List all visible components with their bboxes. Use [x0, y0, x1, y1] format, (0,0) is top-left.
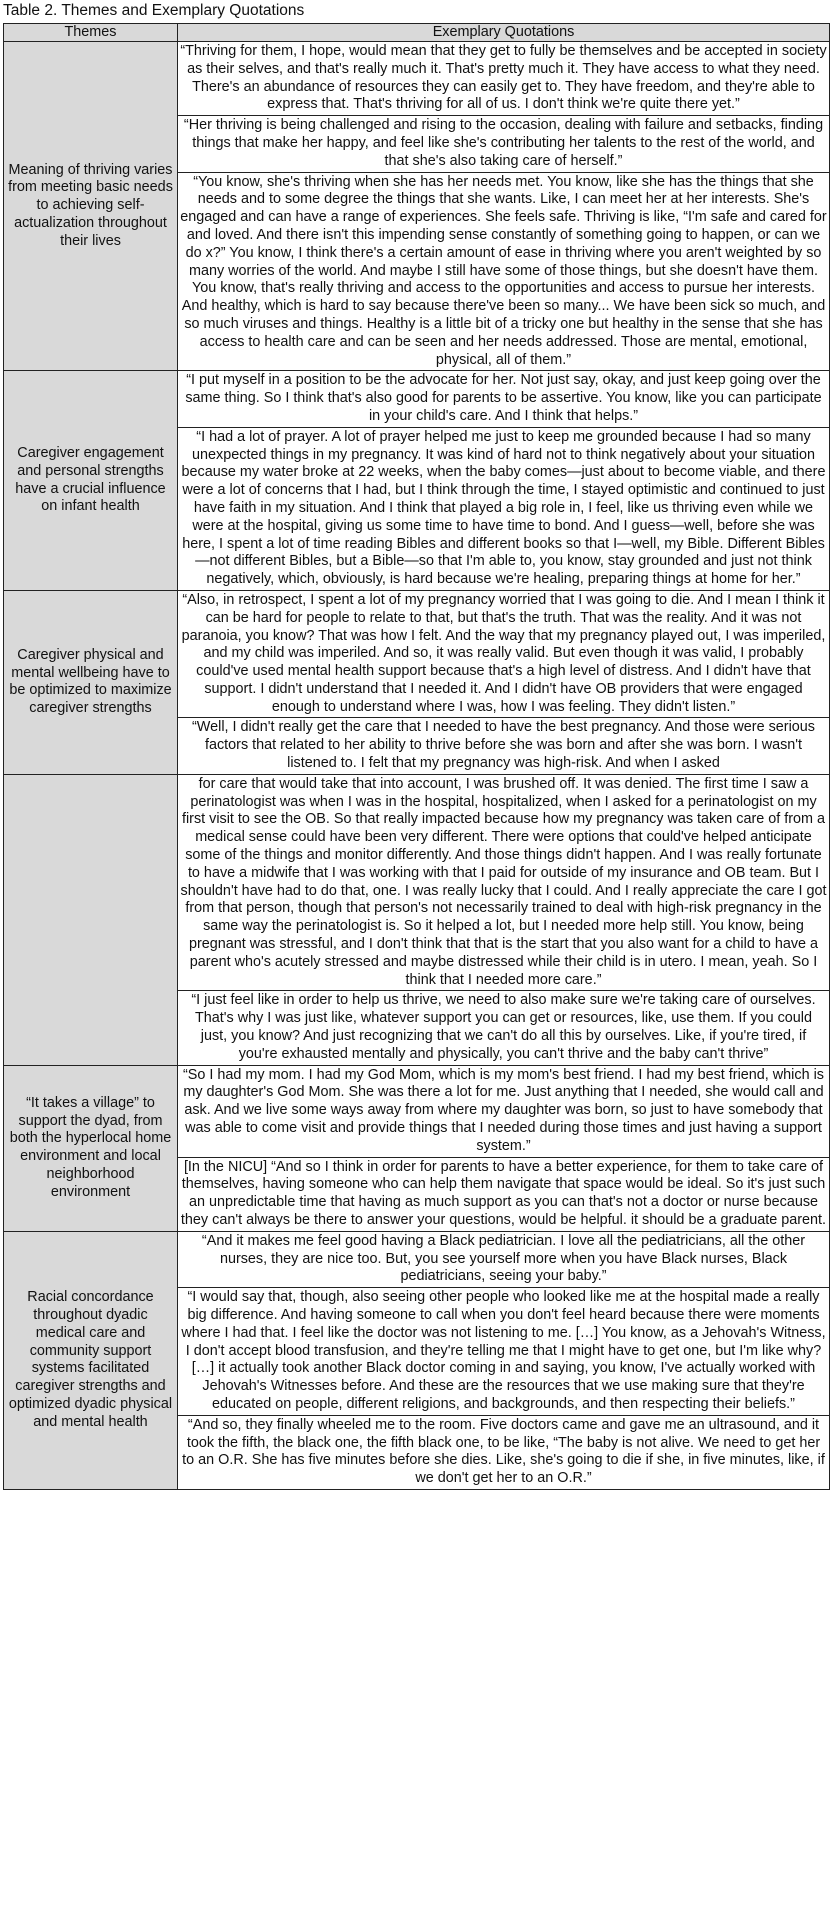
table-row	[4, 1231, 830, 1287]
header-themes: Themes	[4, 24, 178, 42]
quote-cell: “You know, she's thriving when she has her needs met. You know, like she has the things that she needs and to some degree the things that she wants. Like, I can meet her at her interests. She's engaged and can have a range of experiences. She feels safe. Thriving is like, “I'm safe and cared for and loved. And there isn't this impending sense constantly of something going to happen, or can we do x?” You know, I think there's a certain amount of ease in thriving where you aren't weighted by so many worries of the world. And maybe I still have some of those things, but she doesn't have them. You know, that's really thriving and access to the opportunities and access to pursue her interests. And healthy, which is hard to say because there've been so many... We have been sick so much, and so much viruses and things. Healthy is a little bit of a tricky one but healthy in the sense that she has access to health care and can be seen and her needs addressed. Those are mental, emotional, physical, all of them.”	[178, 172, 830, 371]
theme-cell-continued	[4, 774, 178, 1065]
table-caption: Table 2. Themes and Exemplary Quotations	[3, 2, 305, 19]
quote-cell: “And it makes me feel good having a Black pediatrician. I love all the pediatricians, all the other nurses, they are nice too. But, you see yourself more when you have Black nurses, Black pediatricians, seeing your baby.”	[178, 1231, 830, 1287]
table-row	[4, 590, 830, 718]
quote-cell: “Also, in retrospect, I spent a lot of my pregnancy worried that I was going to die. And I mean I think it can be hard for people to relate to that, but that's the truth. That was the reality. And it was not paranoia, you know? That was how I felt. And the way that my pregnancy played out, I was imperiled, and my child was imperiled. And so, it was really valid. But even though it was valid, I probably could've used mental health support because that's a high level of distress. And I didn't have that support. I didn't understand that I needed it. And I didn't have OB providers that were engaged enough to understand where I was, how I was feeling. They didn't listen.”	[178, 590, 830, 718]
theme-cell: Racial concordance throughout dyadic medical care and community support systems facilitated caregiver strengths and optimized dyadic physical and mental health	[4, 1231, 178, 1489]
quote-cell: “Well, I didn't really get the care that I needed to have the best pregnancy. And those were serious factors that related to her ability to thrive before she was born and after she was born. I wasn't listened to. I felt that my pregnancy was high-risk. And when I asked	[178, 718, 830, 774]
table-row	[4, 42, 830, 116]
header-quotations: Exemplary Quotations	[178, 24, 830, 42]
table-row	[4, 371, 830, 427]
quote-cell: “I had a lot of prayer. A lot of prayer helped me just to keep me grounded because I had so many unexpected things in my pregnancy. It was kind of hard not to think negatively about your situation because my water broke at 22 weeks, when the baby comes—just about to become viable, and there were a lot of concerns that I had, but I think through the time, I stayed optimistic and continued to just have faith in my situation. And I think that played a big role in, I feel, like us thriving even while we were at the hospital, giving us some time to have time to bond. And I guess—well, before she was here, I spent a lot of time reading Bibles and different books so that I—well, my Bible. Different Bibles—not different Bibles, but a Bible—so that I'm able to, you know, stay grounded and just not think negatively, which, obviously, is hard because we're healing, preparing things at home for her.”	[178, 427, 830, 590]
theme-cell: Caregiver physical and mental wellbeing have to be optimized to maximize caregiver strengths	[4, 590, 178, 774]
quote-cell: “Thriving for them, I hope, would mean that they get to fully be themselves and be accepted in society as their selves, and that's really much it. That's pretty much it. They have access to what they need. There's an abundance of resources they can easily get to. They have freedom, and they're able to express that. That's thriving for all of us. I don't think we're quite there yet.”	[178, 42, 830, 116]
quote-cell: for care that would take that into account, I was brushed off. It was denied. The first time I saw a perinatologist was when I was in the hospital, hospitalized, when I asked for a perinatologist on my first visit to see the OB. So that really impacted because how my pregnancy was taken care of from a medical sense could have been very different. There were options that could've helped anticipate some of the things and monitor differently. And those things didn't happen. And I was really fortunate to have a midwife that I was working with that I paid for outside of my insurance and OB team. But I shouldn't have had to do that, one. I was really lucky that I could. And I really appreciate the care I got from that person, though that person's not necessarily trained to deal with high-risk pregnancy in the same way the perinatologist is. So it helped a lot, but I needed more help still. You know, being pregnant was stressful, and I don't think that that is the start that you also want for a child to have a parent who's acutely stressed and maybe distressed while their child is in utero. I mean, yeah. So I think that I needed more care.”	[178, 774, 830, 991]
themes-table	[3, 23, 830, 1490]
quote-cell: “And so, they finally wheeled me to the room. Five doctors came and gave me an ultrasound, and it took the fifth, the black one, the fifth black one, to be like, “The baby is not alive. We need to get her to an O.R. She has five minutes before she dies. Like, she's going to die if she, in five minutes, like, if we don't get her to an O.R.”	[178, 1415, 830, 1489]
theme-cell: “It takes a village” to support the dyad, from both the hyperlocal home environment and local neighborhood environment	[4, 1065, 178, 1231]
theme-cell: Meaning of thriving varies from meeting basic needs to achieving self-actualization throughout their lives	[4, 42, 178, 371]
quote-cell: “I would say that, though, also seeing other people who looked like me at the hospital made a really big difference. And having someone to call when you don't feel heard because there were moments where I had that. I feel like the doctor was not listening to me. […] You know, as a Jehovah's Witness, I don't accept blood transfusion, and they're telling me that I might have to get one, but I'm like why? […] it actually took another Black doctor coming in and saying, you know, I've actually worked with Jehovah's Witnesses before. And these are the resources that we use making sure that they're educated on people, different religions, and backgrounds, and then respecting their beliefs.”	[178, 1288, 830, 1416]
page-break-row	[4, 774, 830, 991]
quote-cell: “So I had my mom. I had my God Mom, which is my mom's best friend. I had my best friend, which is my daughter's God Mom. She was there a lot for me. Just anything that I needed, she would call and ask. And we live some ways away from where my daughter was born, so just to have somebody that was able to come visit and provide things that I needed during those times and just having a support system.”	[178, 1065, 830, 1157]
table-row	[4, 1065, 830, 1157]
quote-cell: “Her thriving is being challenged and rising to the occasion, dealing with failure and setbacks, finding things that make her happy, and feel like she's contributing her talents to the rest of the world, and that she's also taking care of herself.”	[178, 116, 830, 172]
quote-cell: [In the NICU] “And so I think in order for parents to have a better experience, for them to take care of themselves, having someone who can help them navigate that space would be ideal. So it's just such an unpredictable time that having as much support as you can that's not a doctor or nurse because they can't always be there to answer your questions, would be helpful. it should be a graduate parent.	[178, 1157, 830, 1231]
quote-cell: “I put myself in a position to be the advocate for her. Not just say, okay, and just keep going over the same thing. So I think that's also good for parents to be assertive. You know, like you can participate in your child's care. And I think that helps.”	[178, 371, 830, 427]
header-row	[4, 24, 830, 42]
quote-cell: “I just feel like in order to help us thrive, we need to also make sure we're taking care of ourselves. That's why I was just like, whatever support you can get or resources, like, use them. If you could just, you know? And just recognizing that we can't do all this by ourselves. Like, if you're tired, if you're exhausted mentally and physically, you can't thrive and the baby can't thrive”	[178, 991, 830, 1065]
theme-cell: Caregiver engagement and personal strengths have a crucial influence on infant health	[4, 371, 178, 591]
